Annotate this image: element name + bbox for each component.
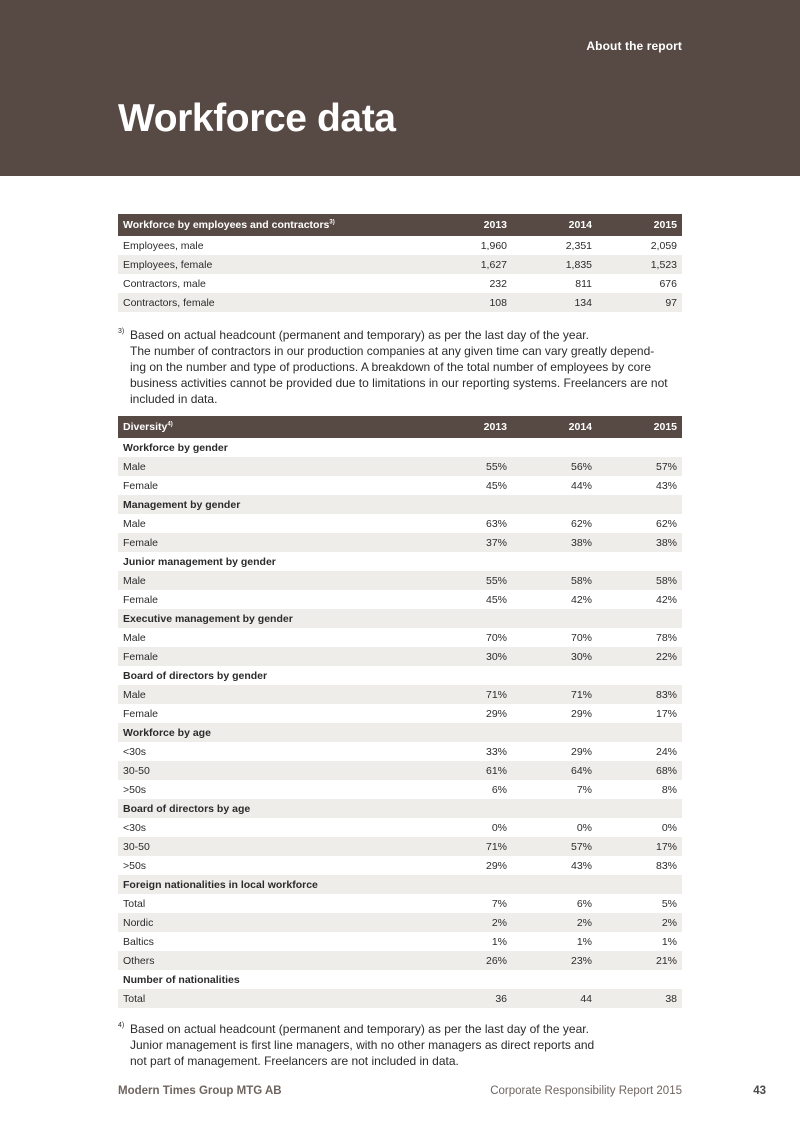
year-header: 2014	[512, 214, 597, 236]
table-group-row	[118, 875, 682, 894]
value-cell: 29%	[570, 707, 592, 720]
value-cell: 1%	[661, 935, 677, 948]
group-label: Foreign nationalities in local workforce	[118, 875, 427, 894]
group-label: Board of directors by gender	[123, 669, 268, 682]
value-cell	[427, 495, 512, 514]
value-cell	[512, 495, 597, 514]
row-label: Female	[123, 479, 159, 492]
year-header: 2015	[597, 416, 682, 438]
footnote-line: not part of management. Freelancers are not included in data.	[130, 1054, 459, 1068]
table-header-row	[118, 214, 682, 236]
value-cell: 62%	[655, 517, 677, 530]
footnote-line: Based on actual headcount (permanent and temporary) as per the last day of the year.	[130, 328, 589, 342]
value-cell	[597, 799, 682, 818]
value-cell: 1,835	[512, 255, 597, 274]
table-title: Workforce by employees and contractors$^{3)}$	[118, 214, 427, 236]
value-cell: 57%	[512, 837, 597, 856]
row-label: Female	[118, 647, 427, 666]
footnote-marker: 4)	[118, 1022, 125, 1029]
section-label: About the report	[586, 39, 682, 53]
table-group-row	[118, 438, 682, 457]
value-cell	[512, 723, 597, 742]
table-row	[118, 780, 682, 799]
table-title: Diversity$^{4)}$	[118, 416, 427, 438]
value-cell	[512, 552, 597, 571]
year-header: 2015	[597, 214, 682, 236]
value-cell: 0%	[491, 821, 507, 834]
value-cell: 55%	[427, 571, 512, 590]
value-cell: 63%	[485, 517, 507, 530]
value-cell: 232	[489, 277, 507, 290]
page-title: Workforce data	[118, 97, 396, 140]
group-label: Workforce by gender	[123, 441, 228, 454]
footnote-line: Junior management is first line managers, with no other managers as direct reports and	[130, 1038, 595, 1052]
table-row	[118, 293, 682, 312]
value-cell: 44	[512, 989, 597, 1008]
table-row	[118, 951, 682, 970]
value-cell: 45%	[485, 479, 507, 492]
table-row	[118, 236, 682, 255]
row-label: 30-50	[118, 761, 427, 780]
value-cell	[597, 970, 682, 989]
value-cell: 45%	[485, 593, 507, 606]
value-cell: 17%	[655, 707, 677, 720]
value-cell	[597, 875, 682, 894]
table-row	[118, 274, 682, 293]
value-cell: 1%	[576, 935, 592, 948]
footnote-ref: 3)	[329, 219, 335, 226]
row-label: Contractors, male	[123, 277, 206, 290]
table-header-row	[118, 416, 682, 438]
footnote-ref: 4)	[167, 421, 173, 428]
value-cell: 42%	[655, 593, 677, 606]
value-cell	[512, 438, 597, 457]
value-cell: 2,351	[565, 239, 592, 252]
table-row	[118, 818, 682, 837]
table-row	[118, 989, 682, 1008]
table-group-row	[118, 666, 682, 685]
value-cell: 38	[597, 989, 682, 1008]
value-cell: 38%	[512, 533, 597, 552]
diversity-table	[118, 416, 682, 1008]
value-cell	[597, 666, 682, 685]
table-row	[118, 514, 682, 533]
value-cell: 43%	[570, 859, 592, 872]
row-label: <30s	[123, 745, 147, 758]
value-cell: 30%	[512, 647, 597, 666]
row-label: Male	[123, 631, 146, 644]
value-cell: 6%	[491, 783, 507, 796]
footer-report-title: Corporate Responsibility Report 2015	[490, 1085, 682, 1097]
value-cell: 24%	[655, 745, 677, 758]
row-label: Female	[118, 533, 427, 552]
table-row	[118, 457, 682, 476]
value-cell: 2%	[597, 913, 682, 932]
table-group-row	[118, 609, 682, 628]
row-label: Baltics	[123, 935, 154, 948]
value-cell: 83%	[597, 685, 682, 704]
value-cell: 55%	[427, 457, 512, 476]
table-row	[118, 761, 682, 780]
value-cell: 17%	[597, 837, 682, 856]
table-row	[118, 932, 682, 951]
value-cell: 71%	[427, 685, 512, 704]
row-label: <30s	[123, 821, 147, 834]
value-cell: 70%	[570, 631, 592, 644]
row-label: Male	[118, 685, 427, 704]
group-label: Number of nationalities	[123, 973, 240, 986]
value-cell: 7%	[576, 783, 592, 796]
group-label: Executive management by gender	[118, 609, 427, 628]
row-label: Contractors, female	[118, 293, 427, 312]
value-cell: 68%	[597, 761, 682, 780]
value-cell	[597, 438, 682, 457]
table-group-row	[118, 799, 682, 818]
year-header: 2013	[427, 214, 512, 236]
footnote-4	[118, 1021, 618, 1069]
row-label: Total	[123, 897, 146, 910]
value-cell: 30%	[427, 647, 512, 666]
row-label: Employees, male	[123, 239, 204, 252]
table-row	[118, 628, 682, 647]
value-cell: 78%	[655, 631, 677, 644]
value-cell	[427, 438, 512, 457]
value-cell	[512, 875, 597, 894]
footer-company: Modern Times Group MTG AB	[118, 1085, 282, 1097]
value-cell	[427, 875, 512, 894]
footnote-3	[118, 327, 684, 407]
value-cell: 44%	[570, 479, 592, 492]
value-cell: 42%	[570, 593, 592, 606]
row-label: Male	[123, 517, 146, 530]
value-cell: 29%	[570, 745, 592, 758]
row-label: 30-50	[118, 837, 427, 856]
value-cell: 1,523	[597, 255, 682, 274]
header-banner	[0, 0, 800, 176]
value-cell: 36	[427, 989, 512, 1008]
value-cell: 43%	[655, 479, 677, 492]
table-row	[118, 894, 682, 913]
table-row	[118, 647, 682, 666]
value-cell	[512, 609, 597, 628]
value-cell: 134	[512, 293, 597, 312]
table-row	[118, 856, 682, 875]
workforce-table	[118, 214, 682, 312]
value-cell: 1%	[491, 935, 507, 948]
value-cell: 811	[575, 277, 592, 290]
table-row	[118, 590, 682, 609]
value-cell: 62%	[570, 517, 592, 530]
table-row	[118, 685, 682, 704]
value-cell	[597, 552, 682, 571]
value-cell	[427, 609, 512, 628]
value-cell: 5%	[661, 897, 677, 910]
value-cell	[427, 552, 512, 571]
row-label: Male	[118, 457, 427, 476]
value-cell: 71%	[512, 685, 597, 704]
table-group-row	[118, 970, 682, 989]
row-label: Total	[118, 989, 427, 1008]
value-cell: 676	[659, 277, 677, 290]
value-cell	[512, 666, 597, 685]
row-label: >50s	[123, 859, 147, 872]
row-label: Female	[123, 707, 159, 720]
table-group-row	[118, 723, 682, 742]
value-cell	[597, 495, 682, 514]
value-cell: 7%	[491, 897, 507, 910]
value-cell: 2%	[512, 913, 597, 932]
group-label: Board of directors by age	[118, 799, 427, 818]
footnote-line: The number of contractors in our production companies at any given time can vary greatly depend-	[130, 344, 655, 358]
value-cell	[427, 799, 512, 818]
row-label: >50s	[123, 783, 147, 796]
value-cell: 108	[427, 293, 512, 312]
footnote-line: ing on the number and type of productions. A breakdown of the total number of employees by core	[130, 360, 651, 374]
value-cell: 26%	[427, 951, 512, 970]
value-cell	[597, 723, 682, 742]
value-cell: 56%	[512, 457, 597, 476]
value-cell: 58%	[512, 571, 597, 590]
footnote-line: business activities cannot be provided due to limitations in our reporting systems. Freelancers are not	[130, 376, 668, 390]
value-cell: 71%	[427, 837, 512, 856]
value-cell: 57%	[597, 457, 682, 476]
value-cell: 58%	[597, 571, 682, 590]
row-label: Male	[118, 571, 427, 590]
value-cell: 29%	[485, 707, 507, 720]
table-row	[118, 704, 682, 723]
value-cell: 22%	[597, 647, 682, 666]
value-cell	[427, 723, 512, 742]
value-cell	[512, 970, 597, 989]
table-row	[118, 742, 682, 761]
value-cell: 8%	[661, 783, 677, 796]
value-cell	[427, 666, 512, 685]
value-cell: 38%	[597, 533, 682, 552]
value-cell: 21%	[597, 951, 682, 970]
value-cell: 2,059	[650, 239, 677, 252]
footnote-marker: 3)	[118, 328, 125, 335]
year-header: 2014	[512, 416, 597, 438]
value-cell	[427, 970, 512, 989]
table-row	[118, 913, 682, 932]
value-cell	[597, 609, 682, 628]
value-cell: 29%	[485, 859, 507, 872]
value-cell: 70%	[485, 631, 507, 644]
value-cell: 64%	[512, 761, 597, 780]
value-cell: 37%	[427, 533, 512, 552]
value-cell: 1,627	[427, 255, 512, 274]
value-cell: 0%	[661, 821, 677, 834]
table-row	[118, 533, 682, 552]
value-cell: 23%	[512, 951, 597, 970]
value-cell: 33%	[485, 745, 507, 758]
value-cell: 61%	[427, 761, 512, 780]
footnote-line: included in data.	[130, 392, 218, 406]
group-label: Management by gender	[118, 495, 427, 514]
page-number: 43	[753, 1085, 766, 1097]
value-cell: 6%	[576, 897, 592, 910]
table-row	[118, 571, 682, 590]
table-row	[118, 255, 682, 274]
value-cell: 2%	[427, 913, 512, 932]
footnote-line: Based on actual headcount (permanent and temporary) as per the last day of the year.	[130, 1022, 589, 1036]
value-cell	[512, 799, 597, 818]
value-cell: 0%	[576, 821, 592, 834]
value-cell: 83%	[655, 859, 677, 872]
row-label: Others	[118, 951, 427, 970]
group-label: Workforce by age	[118, 723, 427, 742]
row-label: Nordic	[118, 913, 427, 932]
table-group-row	[118, 552, 682, 571]
value-cell: 1,960	[480, 239, 507, 252]
row-label: Employees, female	[118, 255, 427, 274]
value-cell: 97	[597, 293, 682, 312]
row-label: Female	[123, 593, 159, 606]
table-row	[118, 837, 682, 856]
group-label: Junior management by gender	[123, 555, 276, 568]
table-group-row	[118, 495, 682, 514]
year-header: 2013	[427, 416, 512, 438]
table-row	[118, 476, 682, 495]
